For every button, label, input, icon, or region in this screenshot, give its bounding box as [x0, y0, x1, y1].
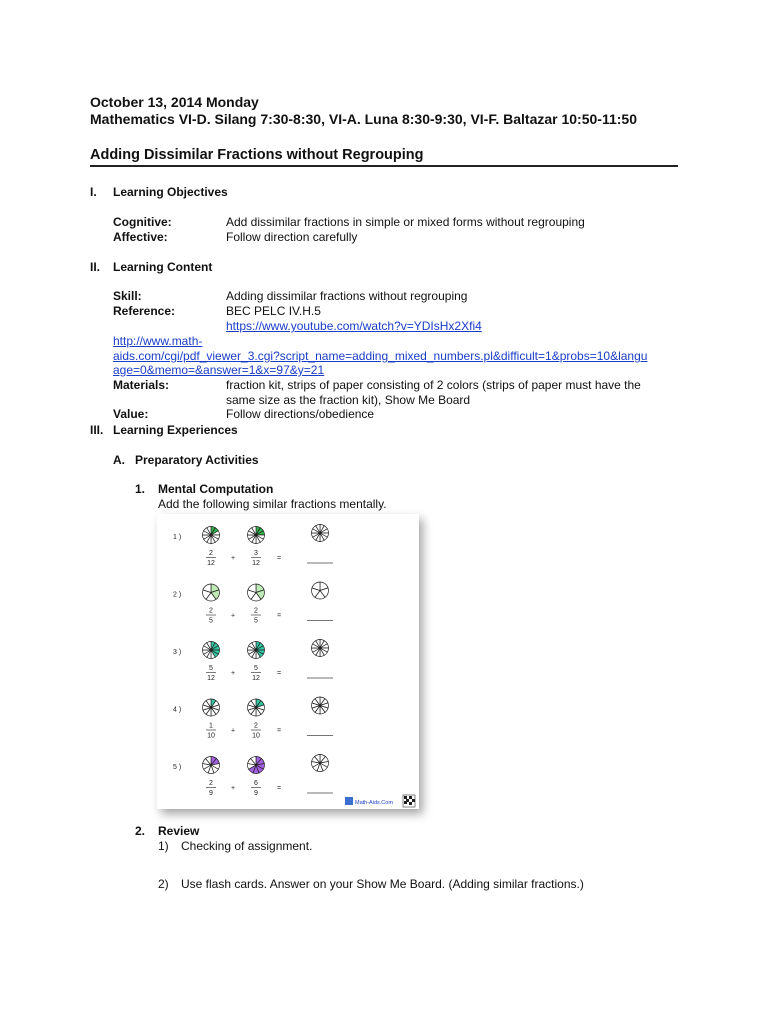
denominator: 10	[207, 732, 215, 740]
lesson-title: Adding Dissimilar Fractions without Regrouping	[90, 147, 424, 163]
materials-line-2: same size as the fraction kit), Show Me Board	[226, 393, 471, 407]
denominator: 9	[254, 790, 258, 797]
math-aids-logo	[345, 797, 393, 806]
math-aids-link-line-1[interactable]: http://www.math-	[113, 334, 203, 348]
equals-sign: =	[276, 670, 282, 677]
numerator: 5	[209, 665, 213, 672]
section-3-number: III.	[90, 423, 104, 437]
plus-sign: +	[230, 670, 236, 677]
plus-sign: +	[230, 612, 236, 620]
numerator: 2	[209, 780, 213, 787]
answer-circle	[312, 697, 329, 714]
item-1-instruction: Add the following similar fractions mentally.	[158, 497, 387, 511]
plus-sign: +	[230, 785, 236, 792]
fraction-circle-1	[203, 642, 220, 659]
fraction-1	[206, 780, 216, 797]
math-aids-link-line-2[interactable]: aids.com/cgi/pdf_viewer_3.cgi?script_name=adding_mixed_numbers.pl&difficult=1&probs=10&langu	[113, 349, 648, 363]
item-2-title: Review	[158, 824, 200, 838]
logo-mark	[345, 797, 353, 805]
fraction-circle-1	[203, 757, 220, 774]
fraction-circle-2	[248, 584, 265, 601]
qr-cell	[406, 799, 409, 802]
value-label: Value:	[113, 407, 149, 421]
numerator: 3	[254, 550, 258, 557]
cognitive-objective: Add dissimilar fractions in simple or mixed forms without regrouping	[226, 215, 585, 229]
skill-label: Skill:	[113, 289, 142, 303]
denominator: 9	[209, 790, 213, 797]
reference-text: BEC PELC IV.H.5	[226, 304, 321, 318]
review-2-text: Use flash cards. Answer on your Show Me Board. (Adding similar fractions.)	[181, 877, 584, 891]
denominator: 12	[252, 675, 260, 682]
problem-number: 4 )	[173, 706, 182, 714]
qr-cell	[412, 799, 415, 802]
answer-circle	[312, 525, 329, 542]
fraction-worksheet	[157, 514, 419, 809]
section-3-title: Learning Experiences	[113, 423, 238, 437]
math-aids-link-line-3[interactable]: age=0&memo=&answer=1&x=97&y=21	[113, 363, 325, 377]
fraction-1	[206, 665, 216, 682]
denominator: 5	[209, 617, 213, 625]
section-2-number: II.	[90, 260, 101, 274]
item-1-number: 1.	[135, 482, 146, 496]
qr-cell	[404, 796, 407, 799]
affective-objective: Follow direction carefully	[226, 230, 358, 244]
numerator: 2	[254, 607, 258, 615]
fraction-circle-1	[203, 584, 220, 601]
fraction-circle-1	[203, 527, 220, 544]
problem-number: 1 )	[173, 534, 182, 541]
review-1-text: Checking of assignment.	[181, 839, 313, 853]
numerator: 6	[254, 780, 258, 787]
answer-circle	[312, 755, 329, 772]
item-2-number: 2.	[135, 824, 146, 838]
numerator: 2	[209, 550, 213, 557]
reference-label: Reference:	[113, 304, 176, 318]
answer-circle	[312, 640, 329, 657]
footer-text: Math-Aids.Com	[355, 800, 393, 806]
equals-sign: =	[276, 555, 282, 562]
fraction-circle-2	[248, 699, 265, 716]
section-2-title: Learning Content	[113, 260, 213, 274]
numerator: 2	[209, 607, 213, 615]
denominator: 5	[254, 617, 258, 625]
youtube-link[interactable]: https://www.youtube.com/watch?v=YDIsHx2Xfi4	[226, 319, 482, 333]
cognitive-label: Cognitive:	[113, 215, 172, 229]
equals-sign: =	[276, 612, 282, 620]
title-rule	[90, 165, 678, 167]
numerator: 5	[254, 665, 258, 672]
fraction-circle-2	[248, 757, 265, 774]
affective-label: Affective:	[113, 230, 168, 244]
subsection-a-label: A.	[113, 453, 125, 467]
qr-cell	[409, 796, 412, 799]
denominator: 10	[252, 732, 260, 740]
materials-line-1: fraction kit, strips of paper consisting of 2 colors (strips of paper must have the	[226, 378, 641, 392]
fraction-2	[251, 780, 261, 797]
qr-code-icon	[403, 795, 415, 807]
fraction-circle-2	[248, 527, 265, 544]
review-2-number: 2)	[158, 877, 169, 891]
fraction-2	[251, 665, 261, 682]
review-1-number: 1)	[158, 839, 169, 853]
problem-number: 3 )	[173, 649, 182, 656]
skill-text: Adding dissimilar fractions without regrouping	[226, 289, 468, 303]
fraction-2	[251, 723, 261, 740]
fraction-circle-1	[203, 699, 220, 716]
fraction-1	[206, 723, 216, 740]
fraction-1	[206, 550, 216, 567]
plus-sign: +	[230, 727, 236, 735]
qr-cell	[409, 802, 412, 805]
fraction-2	[251, 550, 261, 567]
item-1-title: Mental Computation	[158, 482, 274, 496]
fraction-2	[251, 608, 261, 625]
subsection-a-title: Preparatory Activities	[135, 453, 259, 467]
problem-number: 2 )	[173, 591, 182, 599]
lesson-date: October 13, 2014 Monday	[90, 94, 259, 110]
denominator: 12	[207, 675, 215, 682]
fraction-1	[206, 608, 216, 625]
numerator: 1	[209, 722, 213, 730]
denominator: 12	[207, 560, 215, 567]
materials-label: Materials:	[113, 378, 170, 392]
problem-number: 5 )	[173, 764, 182, 771]
section-1-number: I.	[90, 185, 97, 199]
class-schedule: Mathematics VI-D. Silang 7:30-8:30, VI-A. Luna 8:30-9:30, VI-F. Baltazar 10:50-11:50	[90, 111, 637, 127]
value-text: Follow directions/obedience	[226, 407, 375, 421]
fraction-circle-2	[248, 642, 265, 659]
answer-circle	[312, 582, 329, 599]
plus-sign: +	[230, 555, 236, 562]
equals-sign: =	[276, 785, 282, 792]
section-1-title: Learning Objectives	[113, 185, 228, 199]
numerator: 2	[254, 722, 258, 730]
denominator: 12	[252, 560, 260, 567]
equals-sign: =	[276, 727, 282, 735]
